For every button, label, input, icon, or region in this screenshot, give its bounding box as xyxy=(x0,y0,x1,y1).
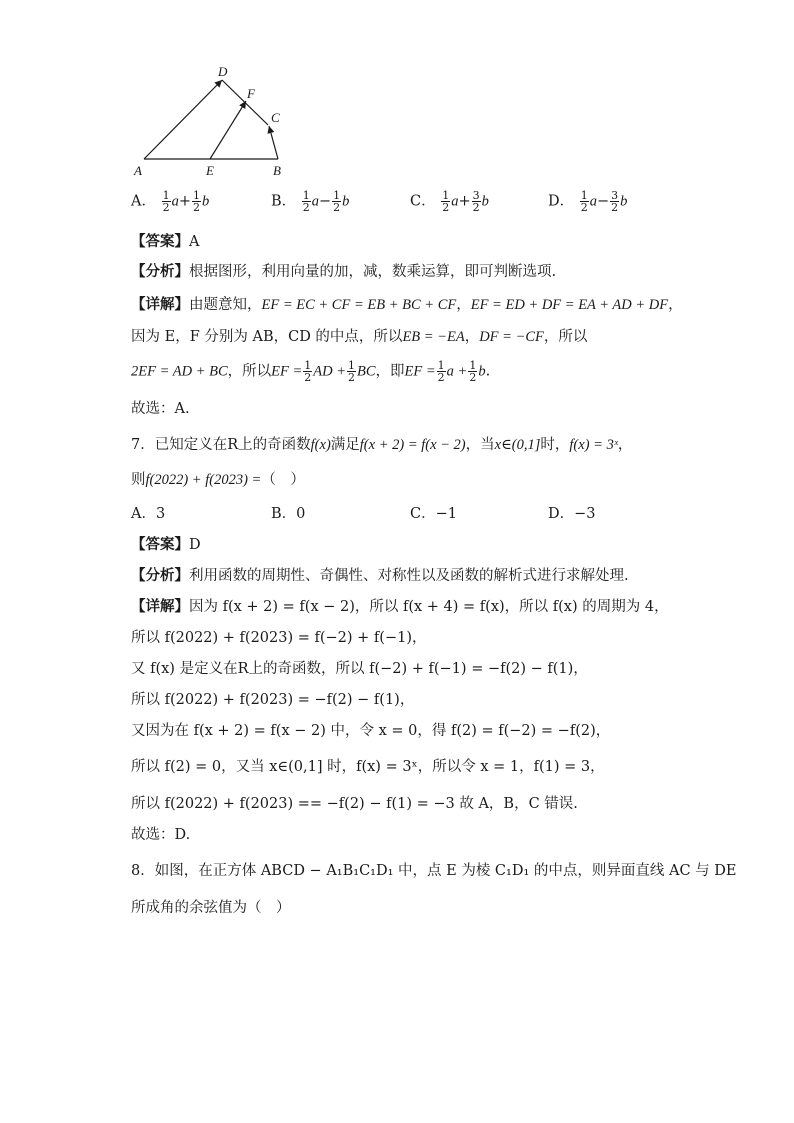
q7-detail-line-1: 【详解】因为 f(x + 2) = f(x − 2)，所以 f(x + 4) = f(x)，所以 f(x) 的周期为 4， xyxy=(131,598,669,615)
point-label-c: C xyxy=(271,110,280,125)
q8-stem-line-1: 8．如图，在正方体 ABCD − A₁B₁C₁D₁ 中，点 E 为棱 C₁D₁ 的中点，则异面直线 AC 与 DE xyxy=(131,863,737,879)
vector-ad xyxy=(144,80,222,159)
q6-options xyxy=(131,190,691,226)
point-label-d: D xyxy=(218,64,228,79)
q6-option-a[interactable]: A． $\frac{1}{2}$ a+ $\frac{1}{2}$ b xyxy=(131,189,210,214)
q6-analysis: 【分析】根据图形，利用向量的加，减，数乘运算，即可判断选项. xyxy=(131,263,557,280)
q7-option-b[interactable]: B．0 xyxy=(271,506,306,522)
q7-options xyxy=(131,505,691,525)
vector-bc xyxy=(269,126,278,159)
q7-analysis: 【分析】利用函数的周期性、奇偶性、对称性以及函数的解析式进行求解处理. xyxy=(131,567,629,584)
q6-detail-line-2: 因为 E，F 分别为 AB，CD 的中点，所以EB = −EA，DF = −CF，所以 xyxy=(131,329,588,345)
q7-answer: 【答案】D xyxy=(131,536,201,553)
q6-option-b[interactable]: B． $\frac{1}{2}$ a− $\frac{1}{2}$ b xyxy=(271,189,350,214)
q6-detail-line-1: 【详解】由题意知，EF = EC + CF = EB + BC + CF，EF = ED + DF = EA + AD + DF， xyxy=(131,296,683,313)
q6-detail-line-3: 2EF = AD + BC，所以EF = $\frac{1}{2}$ AD + $\frac{1}{2}$ BC，即EF = $\frac{1}{2}$ a + $\frac{1}{2}$ b. xyxy=(131,359,491,384)
vector-ef xyxy=(210,101,246,159)
q6-conclusion: 故选：A. xyxy=(131,401,190,417)
point-label-f: F xyxy=(247,86,255,101)
q8-stem-line-2: 所成角的余弦值为（ ） xyxy=(131,900,291,916)
q7-option-d[interactable]: D．−3 xyxy=(548,506,596,522)
q7-detail-line-6: 所以 f(2) = 0，又当 x∈(0,1] 时，f(x) = 3ˣ，所以令 x = 1，f(1) = 3， xyxy=(131,759,605,775)
q7-detail-line-5: 又因为在 f(x + 2) = f(x − 2) 中，令 x = 0，得 f(2) = f(−2) = −f(2)， xyxy=(131,723,611,739)
point-label-e: E xyxy=(206,163,214,178)
q6-option-d[interactable]: D． $\frac{1}{2}$ a− $\frac{3}{2}$ b xyxy=(548,189,628,214)
q7-stem-line-1: 7．已知定义在R上的奇函数f(x)满足f(x + 2) = f(x − 2)，当x∈(0,1]时，f(x) = 3ˣ， xyxy=(131,437,633,453)
q7-detail-line-4: 所以 f(2022) + f(2023) = −f(2) − f(1)， xyxy=(131,692,415,708)
point-label-a: A xyxy=(134,163,142,178)
q7-detail-line-3: 又 f(x) 是定义在R上的奇函数，所以 f(−2) + f(−1) = −f(2) − f(1)， xyxy=(131,661,588,677)
triangle-figure xyxy=(130,62,300,180)
q7-stem-line-2: 则f(2022) + f(2023) =（ ） xyxy=(131,472,305,488)
point-label-b: B xyxy=(273,163,281,178)
q7-detail-line-2: 所以 f(2022) + f(2023) = f(−2) + f(−1)， xyxy=(131,630,427,646)
q7-option-a[interactable]: A．3 xyxy=(131,506,166,522)
q7-option-c[interactable]: C．−1 xyxy=(410,506,457,522)
q6-answer: 【答案】A xyxy=(131,233,200,250)
q7-conclusion: 故选：D. xyxy=(131,827,191,843)
q6-option-c[interactable]: C． $\frac{1}{2}$ a+ $\frac{3}{2}$ b xyxy=(410,189,489,214)
q7-detail-line-7: 所以 f(2022) + f(2023) == −f(2) − f(1) = −3 故 A，B，C 错误. xyxy=(131,796,578,812)
